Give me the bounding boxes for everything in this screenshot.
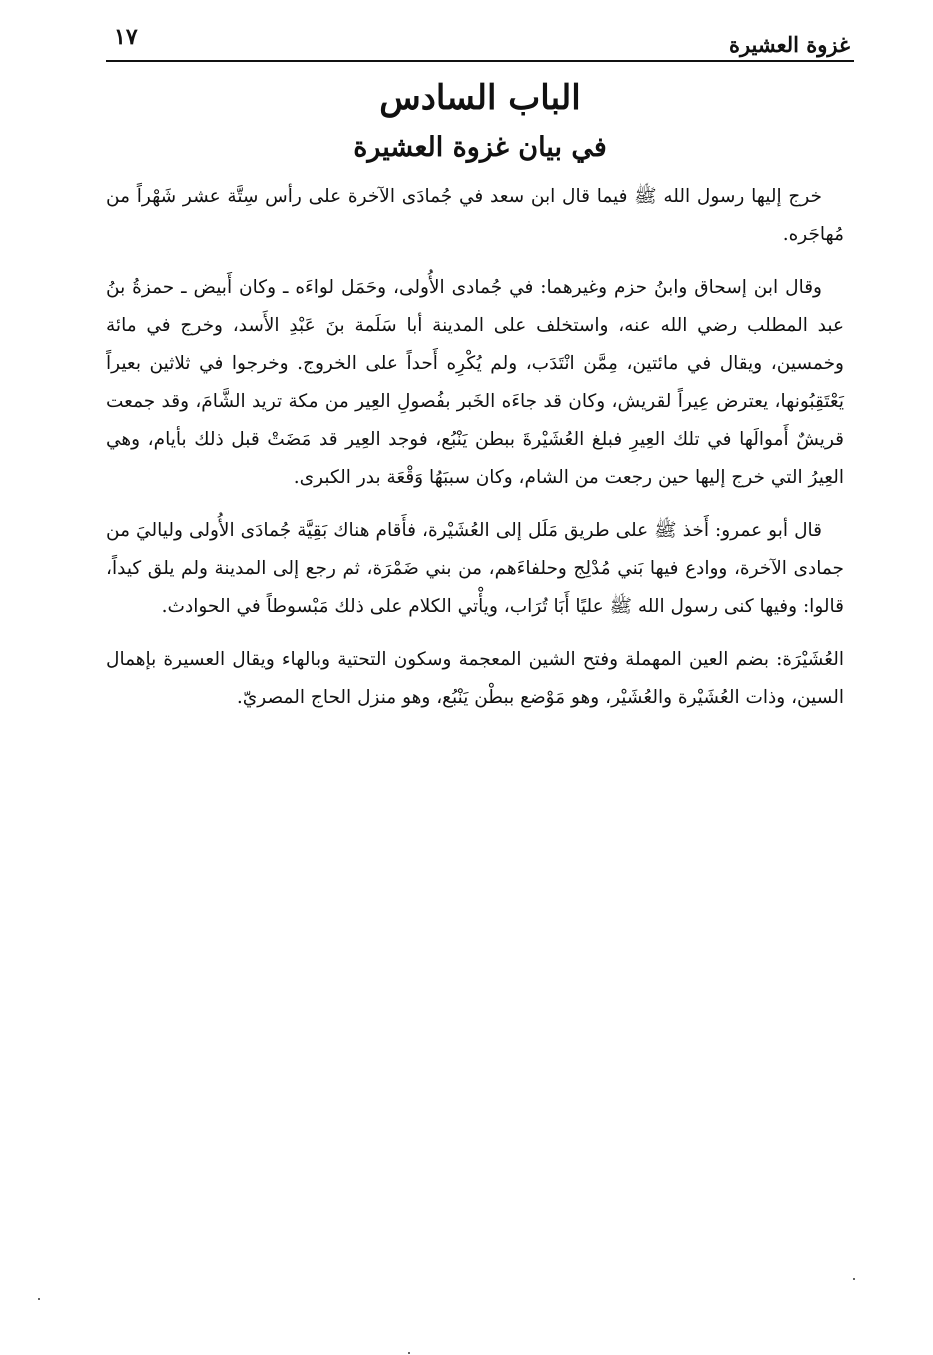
paragraph: خرج إليها رسول الله ﷺ فيما قال ابن سعد في جُمادَى الآخرة على رأس سِتَّة عشر شَهْراً من مُهاجَره.: [106, 186, 844, 245]
chapter-subtitle: في بيان غزوة العشيرة: [353, 132, 607, 163]
scan-speck: [38, 1298, 40, 1300]
scan-speck: [408, 1352, 410, 1354]
paragraph: العُشَيْرَة: بضم العين المهملة وفتح الشين المعجمة وسكون التحتية وبالهاء ويقال العسيرة بإهمال السين، وذات العُشَيْرة والعُشَيْر، وهو مَوْضع ببطْن يَنْبُع، وهو منزل الحاج المصريّ.: [106, 649, 844, 708]
page-number: ١٧: [114, 24, 138, 50]
chapter-title: الباب السادس: [379, 78, 581, 118]
running-header: [106, 20, 854, 62]
scan-speck: [853, 1278, 855, 1280]
paragraph: وقال ابن إسحاق وابنُ حزم وغيرهما: في جُمادى الأُولى، وحَمَل لواءَه ـ وكان أَبيض ـ حمزةُ بنُ عبد المطلب رضي الله عنه، واستخلف على المدينة أبا سَلَمة بنَ عَبْدِ الأَسد، وخرج في مائة وخمسين، ويقال في مائتين، مِمَّن انْتَدَب، ولم يُكْرِه أَحداً على الخروج. وخرجوا في ثلاثين بعيراً يَعْتَقِبُونها، يعترض عِيراً لقريش، وكان قد جاءَه الخَبر بفُصولِ العِير من مكة تريد الشَّامَ، وقد جمعت قريشٌ أَموالَها في تلك العِيرِ فبلغ العُشَيْرةَ ببطن يَنْبُع، فوجد العِير قد مَضَتْ قبل ذلك بأيام، وهي العِيرُ التي خرج إليها حين رجعت من الشام، وكان سببَهُا وَقْعَة بدر الكبرى.: [106, 277, 844, 488]
body-text: [106, 178, 844, 732]
running-title: غزوة العشيرة: [728, 32, 850, 57]
paragraph: قال أبو عمرو: أَخذ ﷺ على طريق مَلَل إلى العُشَيْرة، فأَقام هناك بَقِيَّة جُمادَى الأُولى ولياليَ من جمادى الآخرة، ووادع فيها بَني مُدْلِج وحلفاءَهم، من بني ضَمْرَة، ثم رجع إلى المدينة ولم يلق كيداً، قالوا: وفيها كنى رسول الله ﷺ عليًا أَبَا تُرَاب، ويأْتي الكلام على ذلك مَبْسوطاً في الحوادث.: [106, 520, 844, 617]
